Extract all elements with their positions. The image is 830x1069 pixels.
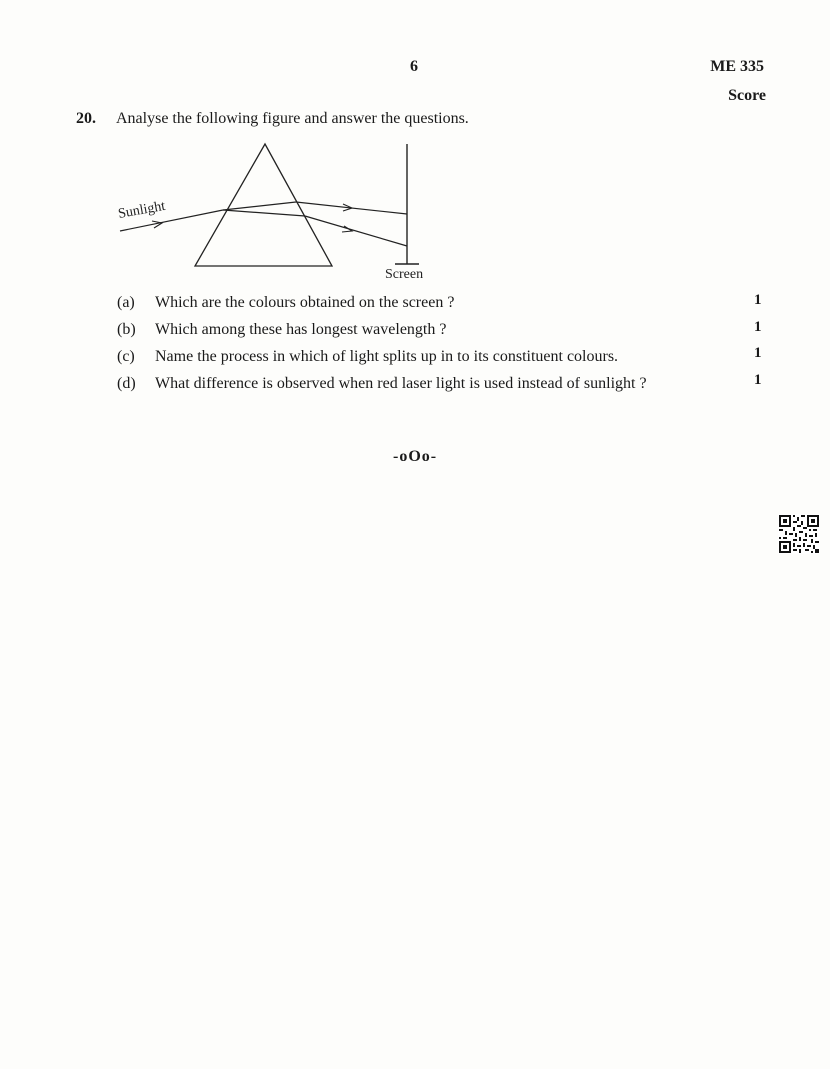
qr-code-icon: [778, 514, 820, 554]
paper-code: ME 335: [710, 58, 764, 75]
emergent-ray-bottom: [305, 216, 407, 246]
score-a: 1: [754, 292, 762, 308]
ray-inside-top: [223, 202, 296, 210]
sub-question-text: Which among these has longest wavelength ?: [155, 321, 447, 338]
score-c: 1: [754, 345, 762, 361]
sub-question-c: [117, 348, 618, 366]
sub-question-text: Which are the colours obtained on the screen ?: [155, 294, 455, 311]
sub-question-d: [117, 375, 647, 393]
page-number: 6: [410, 58, 418, 75]
ray-inside-bottom: [223, 210, 305, 216]
sub-question-a: [117, 294, 454, 312]
sunlight-label: Sunlight: [117, 198, 167, 222]
sub-question-text: What difference is observed when red laser light is used instead of sunlight ?: [155, 375, 647, 392]
score-d: 1: [754, 372, 762, 388]
question-number: 20.: [76, 110, 96, 127]
prism-figure: [110, 138, 440, 288]
sub-question-letter: (c): [117, 348, 135, 365]
sub-question-text: Name the process in which of light splits up in to its constituent colours.: [155, 348, 619, 365]
score-b: 1: [754, 319, 762, 335]
sub-question-letter: (b): [117, 321, 136, 338]
screen-label: Screen: [385, 267, 424, 282]
end-mark: -oOo-: [393, 448, 438, 465]
sub-question-b: [117, 321, 446, 339]
sub-question-letter: (a): [117, 294, 135, 311]
sub-question-letter: (d): [117, 375, 136, 392]
score-heading: Score: [728, 87, 766, 104]
question-text: Analyse the following figure and answer the questions.: [116, 110, 469, 127]
